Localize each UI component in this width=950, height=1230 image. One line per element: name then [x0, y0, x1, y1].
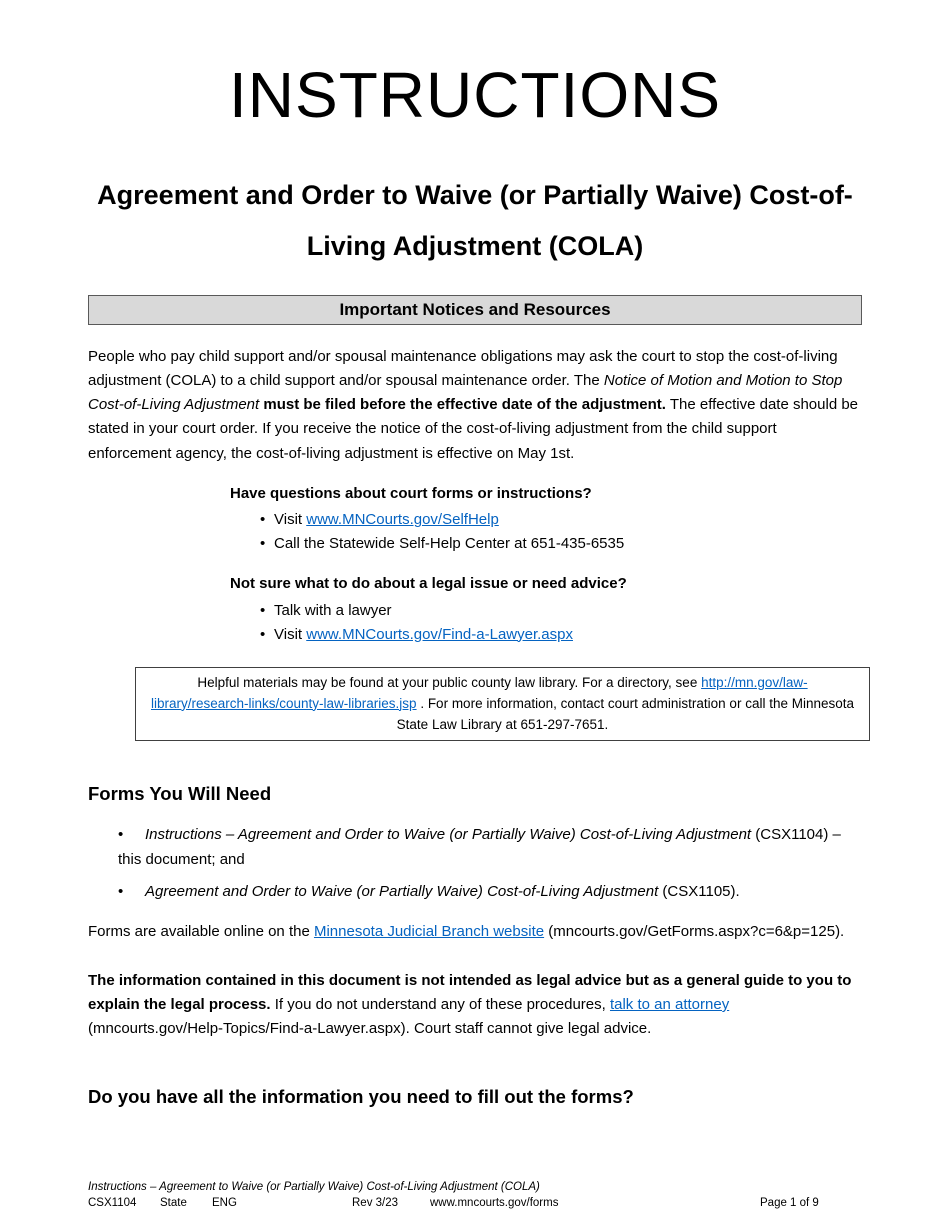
list-item [260, 599, 862, 623]
questions-list [230, 508, 862, 556]
intro-paragraph [88, 345, 862, 466]
judicial-branch-website-link[interactable]: Minnesota Judicial Branch website [313, 923, 545, 941]
law-library-box [135, 667, 870, 742]
talk-to-attorney-link[interactable]: talk to an attorney [609, 995, 730, 1013]
intro-text-2: The effective date should be stated in your court order. If you receive the notice of the cost-of-living adjustment from the child support enforcement agency, the cost-of-living adjustment is effective on May 1st. [88, 396, 859, 462]
forms-availability-paragraph [88, 920, 862, 944]
list-item [260, 532, 862, 556]
forms-list [88, 823, 862, 904]
library-text-2: . For more information, contact court administration or call the Minnesota State Law Library at 651-297-7651. [396, 695, 855, 732]
selfhelp-phone-text: Call the Statewide Self-Help Center at 651-435-6535 [274, 535, 625, 553]
visit-label: Visit [274, 511, 307, 529]
advice-heading: Not sure what to do about a legal issue or need advice? [230, 575, 627, 593]
form-number-csx1104: (CSX1104) – this document; and [118, 826, 841, 868]
legal-disclaimer-paragraph [88, 969, 862, 1042]
footer-forms-url: www.mncourts.gov/forms [430, 1197, 559, 1209]
information-needed-heading: Do you have all the information you need to fill out the forms? [88, 1085, 634, 1107]
legal-text-2: (mncourts.gov/Help-Topics/Find-a-Lawyer.aspx). Court staff cannot give legal advice. [88, 1020, 652, 1038]
form-title-instructions: Instructions – Agreement and Order to Waive (or Partially Waive) Cost-of-Living Adjustment [145, 826, 752, 844]
list-item [118, 880, 862, 904]
legal-disclaimer-bold: The information contained in this document is not intended as legal advice but as a general guide to you to explain the legal process. [88, 971, 852, 1013]
form-number-csx1105: (CSX1105). [658, 883, 740, 901]
visit-label: Visit [274, 625, 307, 643]
footer-document-title: Instructions – Agreement to Waive (or Partially Waive) Cost-of-Living Adjustment (COLA) [88, 1181, 540, 1193]
avail-text-2: (mncourts.gov/GetForms.aspx?c=6&p=125). [544, 923, 845, 941]
selfhelp-link[interactable]: www.MNCourts.gov/SelfHelp [306, 511, 499, 529]
intro-filing-warning: must be filed before the effective date of the adjustment. [263, 396, 666, 414]
legal-text-1: If you do not understand any of these procedures, [270, 995, 610, 1013]
footer-meta-row [88, 1197, 862, 1214]
advice-section [230, 572, 862, 646]
list-item [118, 823, 862, 872]
questions-section [230, 482, 862, 556]
library-text-1: Helpful materials may be found at your public county law library. For a directory, see [197, 674, 702, 690]
find-a-lawyer-link[interactable]: www.MNCourts.gov/Find-a-Lawyer.aspx [306, 625, 573, 643]
intro-motion-title: Notice of Motion and Motion to Stop Cost-of-Living Adjustment [88, 371, 843, 414]
advice-list [230, 599, 862, 647]
avail-text-1: Forms are available online on the [88, 923, 314, 941]
page-footer [88, 1181, 862, 1214]
questions-heading: Have questions about court forms or instructions? [230, 485, 592, 503]
talk-lawyer-text: Talk with a lawyer [274, 601, 392, 619]
footer-state: State [160, 1197, 187, 1209]
footer-form-id: CSX1104 [88, 1197, 137, 1209]
forms-you-will-need-heading: Forms You Will Need [88, 783, 272, 805]
intro-text-1: People who pay child support and/or spousal maintenance obligations may ask the court to stop the cost-of-living adjustment (COLA) to a child support and/or spousal maintenance order. The [88, 347, 838, 389]
document-subtitle: Agreement and Order to Waive (or Partially Waive) Cost-of-Living Adjustment (COLA) [97, 180, 853, 262]
list-item [260, 623, 862, 647]
page-title: INSTRUCTIONS [229, 59, 721, 131]
list-item [260, 508, 862, 532]
county-law-libraries-link[interactable]: http://mn.gov/law-library/research-links/county-law-libraries.jsp [150, 674, 808, 711]
important-notices-banner: Important Notices and Resources [88, 295, 862, 325]
footer-page-number: Page 1 of 9 [760, 1197, 819, 1209]
footer-revision: Rev 3/23 [352, 1197, 399, 1209]
form-title-agreement: Agreement and Order to Waive (or Partially Waive) Cost-of-Living Adjustment [145, 883, 659, 901]
footer-language: ENG [212, 1197, 237, 1209]
